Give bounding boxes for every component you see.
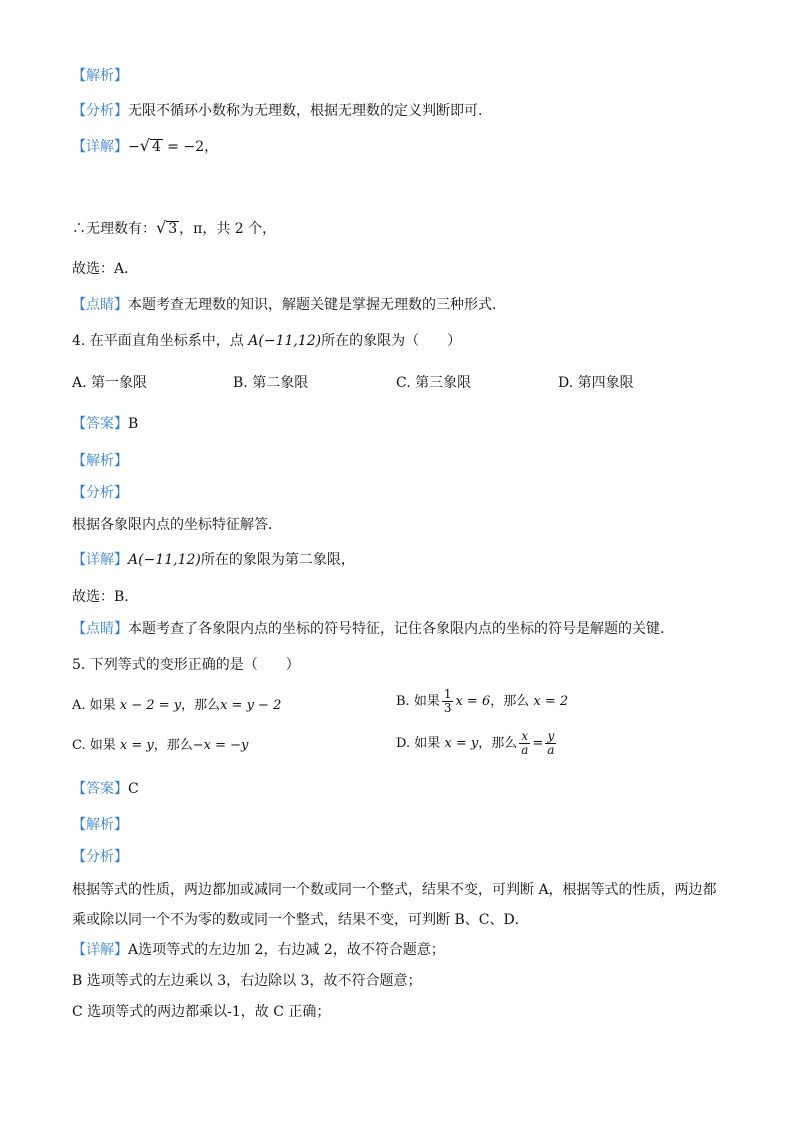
q4-option-d: D. 第四象限	[558, 375, 634, 391]
q5-option-d: D. 如果 x = y，那么 $\frac{x}{a}$ = $\frac{y}{a}$	[396, 729, 555, 757]
q4-analysis-heading	[72, 451, 128, 471]
analysis-tag: 【解析】	[72, 817, 128, 833]
q4-question-prefix: 4. 在平面直角坐标系中，点	[72, 333, 249, 349]
analysis-tag: 【解析】	[72, 68, 128, 84]
q5-answer-value: C	[128, 781, 139, 797]
q5-answer	[72, 779, 139, 799]
q4-question-suffix: 所在的象限为（ ）	[321, 333, 462, 349]
q4-answer	[72, 414, 138, 434]
q4-breakdown-text: 根据各象限内点的坐标特征解答．	[72, 517, 282, 533]
q3-choice: 故选：A．	[72, 261, 139, 277]
q5-detail-line1: 【详解】A选项等式的左边加 2，右边减 2，故不符合题意；	[72, 942, 445, 958]
q5-option-c: C. 如果 x = y，那么−x = −y	[72, 738, 249, 753]
detail-tag: 【详解】	[72, 552, 128, 568]
q3-analysis-heading	[72, 66, 128, 86]
q3-sqrt3: √ 3	[156, 218, 178, 237]
q4-detail-point: A(−11,12)	[128, 552, 201, 568]
q4-choice: 故选：B．	[72, 589, 139, 605]
detail-tag: 【详解】	[72, 942, 128, 958]
q4-question	[72, 331, 461, 351]
q3-detail-math: −√ 4 = −2，	[128, 136, 219, 155]
q5-analysis-heading	[72, 815, 128, 835]
q4-comment-text: 本题考查了各象限内点的坐标的符号特征，记住各象限内点的坐标的符号是解题的关键．	[128, 621, 674, 637]
q3-detail	[72, 136, 218, 157]
q4-detail-suffix: 所在的象限为第二象限，	[200, 552, 355, 568]
breakdown-tag: 【分析】	[72, 849, 128, 865]
q5-breakdown-line2: 乘或除以同一个不为零的数或同一个整式，结果不变，可判断 B、C、D．	[72, 912, 529, 928]
q5-detail-line2: B 选项等式的左边乘以 3，右边除以 3，故不符合题意；	[72, 973, 422, 989]
q3-comment	[72, 295, 506, 315]
q4-breakdown-heading	[72, 483, 128, 503]
q5-option-a: A. 如果 x − 2 = y，那么x = y − 2	[72, 698, 282, 713]
q5-breakdown-line1: 根据等式的性质，两边都加或减同一个数或同一个整式，结果不变，可判断 A，根据等式的性质，两边都	[72, 882, 717, 898]
breakdown-tag: 【分析】	[72, 103, 128, 119]
q3-irrational-prefix: ∴无理数有：	[72, 221, 156, 237]
q5-question: 5. 下列等式的变形正确的是（ ）	[72, 657, 300, 673]
q4-detail	[72, 550, 355, 570]
q3-comment-text: 本题考查无理数的知识，解题关键是掌握无理数的三种形式．	[128, 297, 506, 313]
q4-option-c: C. 第三象限	[396, 375, 472, 391]
q3-breakdown	[72, 101, 492, 121]
analysis-tag: 【解析】	[72, 453, 128, 469]
q4-option-b: B. 第二象限	[233, 375, 309, 391]
q3-irrational-suffix: ，π，共 2 个，	[179, 221, 277, 237]
comment-tag: 【点睛】	[72, 297, 128, 313]
q4-point: A(−11,12)	[248, 333, 322, 349]
q4-comment	[72, 619, 674, 639]
q5-breakdown-heading	[72, 847, 128, 867]
detail-tag: 【详解】	[72, 139, 128, 155]
q3-irrational-list	[72, 218, 276, 239]
q5-detail-line3: C 选项等式的两边都乘以-1，故 C 正确；	[72, 1004, 331, 1020]
comment-tag: 【点睛】	[72, 621, 128, 637]
q5-option-b: B. 如果 $\frac{1}{3}$ x = 6，那么 x = 2	[396, 687, 569, 715]
breakdown-tag: 【分析】	[72, 485, 128, 501]
q4-answer-value: B	[128, 416, 139, 432]
q4-option-a: A. 第一象限	[72, 375, 148, 391]
answer-tag: 【答案】	[72, 416, 128, 432]
q3-breakdown-text: 无限不循环小数称为无理数，根据无理数的定义判断即可．	[128, 103, 492, 119]
answer-tag: 【答案】	[72, 781, 128, 797]
